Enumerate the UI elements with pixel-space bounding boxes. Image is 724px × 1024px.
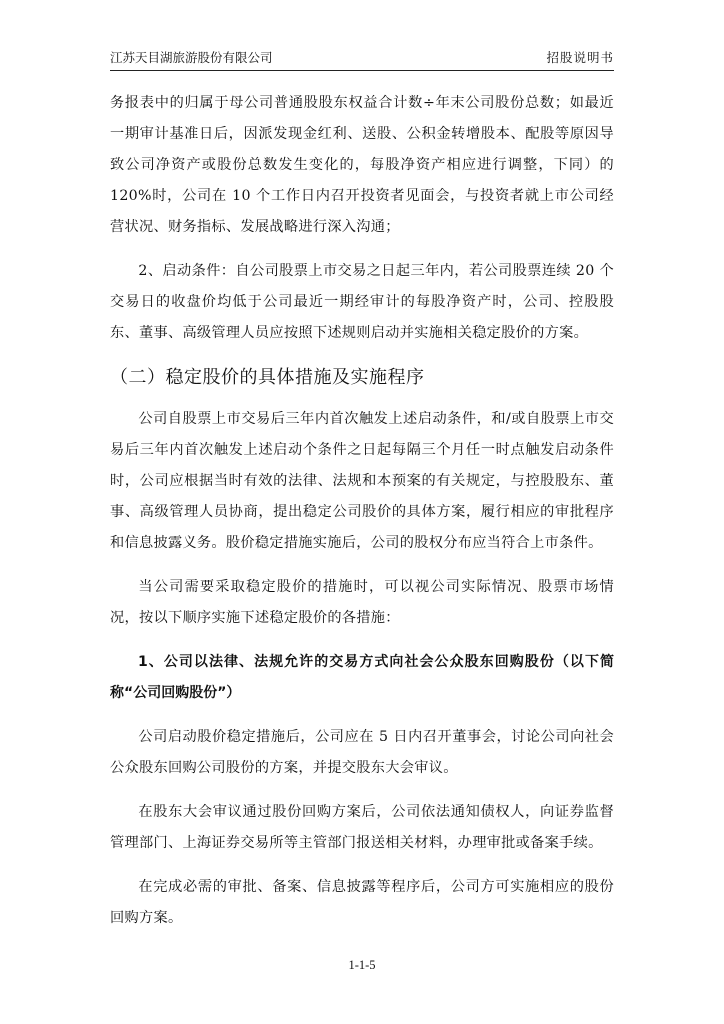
page-header [110, 48, 614, 71]
paragraph-creditor-notice: 在股东大会审议通过股份回购方案后，公司依法通知债权人，向证券监督管理部门、上海证券交易所等主管部门报送相关材料，办理审批或备案手续。 [110, 804, 614, 851]
paragraph-first-trigger: 公司自股票上市交易后三年内首次触发上述启动条件，和/或自股票上市交易后三年内首次触发上述启动个条件之日起每隔三个月任一时点触发启动条件时，公司应根据当时有效的法律、法规和本预案的有关规定，与控股股东、董事、高级管理人员协商，提出稳定公司股价的具体方案，履行相应的审批程序和信息披露义务。股价稳定措施实施后，公司的股权分布应当符合上市条件。 [110, 411, 614, 551]
paragraph-implementation: 在完成必需的审批、备案、信息披露等程序后，公司方可实施相应的股份回购方案。 [110, 879, 614, 926]
header-company-name: 江苏天目湖旅游股份有限公司 [110, 50, 273, 65]
paragraph-trigger-condition: 2、启动条件：自公司股票上市交易之日起三年内，若公司股票连续 20 个交易日的收盘价均低于公司最近一期经审计的每股净资产时，公司、控股股东、董事、高级管理人员应按照下述规则启动并实施相关稳定股价的方案。 [110, 263, 614, 341]
page-number: 1-1-5 [348, 958, 376, 972]
paragraph-board-meeting: 公司启动股价稳定措施后，公司应在 5 日内召开董事会，讨论公司向社会公众股东回购公司股份的方案，并提交股东大会审议。 [110, 729, 614, 776]
document-body [110, 88, 614, 947]
section-title: （二）稳定股价的具体措施及实施程序 [110, 367, 425, 388]
paragraph-measures-order: 当公司需要采取稳定股价的措施时，可以视公司实际情况、股票市场情况，按以下顺序实施下述稳定股价的各措施： [110, 579, 614, 626]
header-document-type: 招股说明书 [546, 50, 614, 65]
paragraph-equity-definition: 务报表中的归属于母公司普通股股东权益合计数÷年末公司股份总数；如最近一期审计基准日后，因派发现金红利、送股、公积金转增股本、配股等原因导致公司净资产或股份总数发生变化的，每股净资产相应进行调整，下同）的 120%时，公司在 10 个工作日内召开投资者见面会，与投资者就上市公司经营状况、财务指标、发展战略进行深入沟通； [110, 95, 614, 235]
subheading-share-buyback: 1、公司以法律、法规允许的交易方式向社会公众股东回购股份（以下简称“公司回购股份”） [110, 654, 614, 701]
